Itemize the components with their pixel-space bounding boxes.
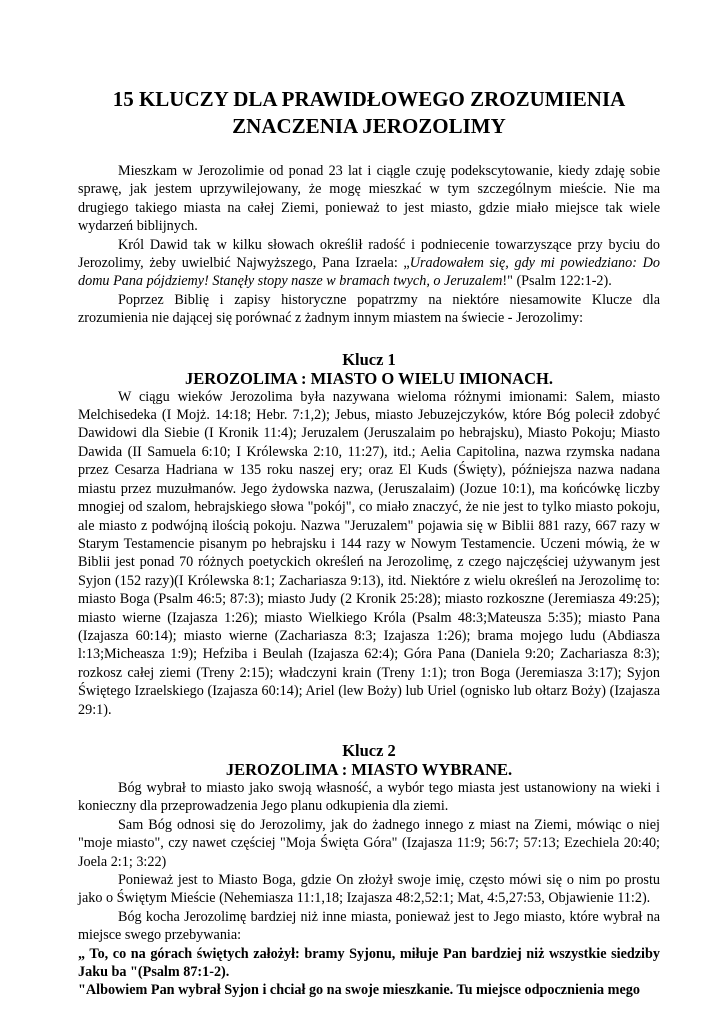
intro-paragraph-2-text: Król Dawid tak w kilku słowach określił radość i podniecenie towarzyszące przy byciu do Jerozolimy, żeby uwielbić Najwyższego, Pana Izraela: „ (78, 236, 660, 272)
key-2-quote-1: „ To, co na górach świętych założył: bramy Syjonu, miłuje Pan bardziej niż wszystkie siedziby Jaku ba "(Psalm 87:1-2). (78, 945, 660, 981)
intro-paragraph-2 (78, 236, 660, 291)
intro-paragraph-3: Poprzez Biblię i zapisy historyczne popatrzmy na niektóre niesamowite Klucze dla zrozumienia nie dającej się porównać z żadnym innym miastem na świecie - Jerozolimy: (78, 291, 660, 327)
document-title: 15 KLUCZY DLA PRAWIDŁOWEGO ZROZUMIENIA ZNACZENIA JEROZOLIMY (112, 87, 626, 138)
psalm-quote: Uradowałem się, gdy mi powiedziano: Do domu Pana pójdziemy! Stanęły stopy nasze w bramach twych, o Jeruzalem (78, 255, 660, 290)
key-2-label: Klucz 2 (342, 740, 396, 760)
key-1-label: Klucz 1 (342, 349, 396, 369)
key-2-section (78, 741, 660, 1000)
key-2-paragraph-3: Ponieważ jest to Miasto Boga, gdzie On złożył swoje imię, często mówi się o nim po prostu jako o Świętym Mieście (Nehemiasza 11:1,18; Izajasza 48:2,52:1; Mat, 4:5,27:53, Objawienie 11:2). (78, 872, 660, 907)
intro-paragraph-1: Mieszkam w Jerozolimie od ponad 23 lat i ciągle czuję podekscytowanie, kiedy zdaję sobie sprawę, jak jestem uprzywilejowany, że mogę mieszkać w tym szczególnym mieście. Nie ma drugiego takiego miasta na całej Ziemi, ponieważ to jest miasto, gdzie miało miejsce tak wiele wydarzeń biblijnych. (78, 163, 660, 235)
key-1-heading: JEROZOLIMA : MIASTO O WIELU IMIONACH. (185, 368, 553, 388)
key-2-paragraph-4: Bóg kocha Jerozolimę bardziej niż inne miasta, ponieważ jest to Jego miasto, które wybrał na miejsce swego przebywania: (78, 908, 660, 944)
key-1-section (78, 350, 660, 719)
psalm-reference: !" (Psalm 122:1-2). (502, 273, 612, 290)
key-2-quote-2: "Albowiem Pan wybrał Syjon i chciał go na swoje mieszkanie. Tu miejsce odpocznienia mego (78, 982, 640, 999)
key-1-paragraph: W ciągu wieków Jerozolima była nazywana wieloma różnymi imionami: Salem, miasto Melchisedeka (I Mojż. 14:18; Hebr. 7:1,2); Jebus, miasto Jebuzejczyków, które Bóg polecił zdobyć Dawidowi dla Siebie (I Kronik 11:4); Jeruzalem (Jeruszalaim po hebrajsku), Miasto Pokoju; Miasto Dawida (II Samuela 6:10; I Królewska 2:10, 11:27), itd.; Aelia Capitolina, nazwa rzymska nadana przez Cesarza Hadriana w 135 roku naszej ery; oraz El Kuds (Święty), późniejsza nazwa nadana miastu przez muzułmanów. Jego żydowska nazwa, (Jeruszalaim) (Jozue 10:1), ma końcówkę liczby mnogiej od szalom, hebrajskiego słowa "pokój", co miało znaczyć, że nie jest to tylko miasto pokoju, ale miasto z podwójną ilością pokoju. Nazwa "Jeruzalem" pojawia się w Biblii 881 razy, 667 razy w Starym Testamencie pisanym po hebrajsku i 144 razy w Nowym Testamencie. Uczeni mówią, że w Biblii jest ponad 70 różnych poetyckich określeń na Jerozolimę, z czego najczęściej używanym jest Syjon (152 razy)(I Królewska 8:1; Zachariasza 9:13), itd. Niektóre z wielu określeń na Jerozolimę to: miasto Boga (Psalm 46:5; 87:3); miasto Judy (2 Kronik 25:28); miasto rozkoszne (Jeremiasza 49:25); miasto wierne (Izajasza 1:26); miasto Wielkiego Króla (Psalm 48:3;Mateusza 5:35); miasto Pana (Izajasza 60:14); miasto wierne (Zachariasza 8:3; Izajasza 1:26); brama mojego ludu (Abdiasza l:13;Micheasza 1:9); Hefziba i Beulah (Izajasza 62:4); Góra Pana (Daniela 9:20; Zachariasza 8:3); rozkosz całej ziemi (Treny 2:15); władczyni krain (Treny 1:1); tron Boga (Jeremiasza 3:17); Syjon Świętego Izraelskiego (Izajasza 60:14); Ariel (lew Boży) lub Uriel (ognisko lub ołtarz Boży) (Izajasza 29:1). (78, 388, 660, 718)
key-2-paragraph-2: Sam Bóg odnosi się do Jerozolimy, jak do żadnego innego z miast na Ziemi, mówiąc o niej "moje miasto", czy nawet częściej "Moja Święta Góra" (Izajasza 11:9; 56:7; 57:13; Ezechiela 20:40; Joela 2:1; 3:22) (78, 816, 660, 870)
key-2-heading: JEROZOLIMA : MIASTO WYBRANE. (225, 759, 513, 779)
intro-section (78, 162, 660, 328)
key-2-paragraph-1: Bóg wybrał to miasto jako swoją własność, a wybór tego miasta jest ustanowiony na wieki i konieczny dla przeprowadzenia Jego planu odkupienia dla ziemi. (78, 779, 660, 815)
